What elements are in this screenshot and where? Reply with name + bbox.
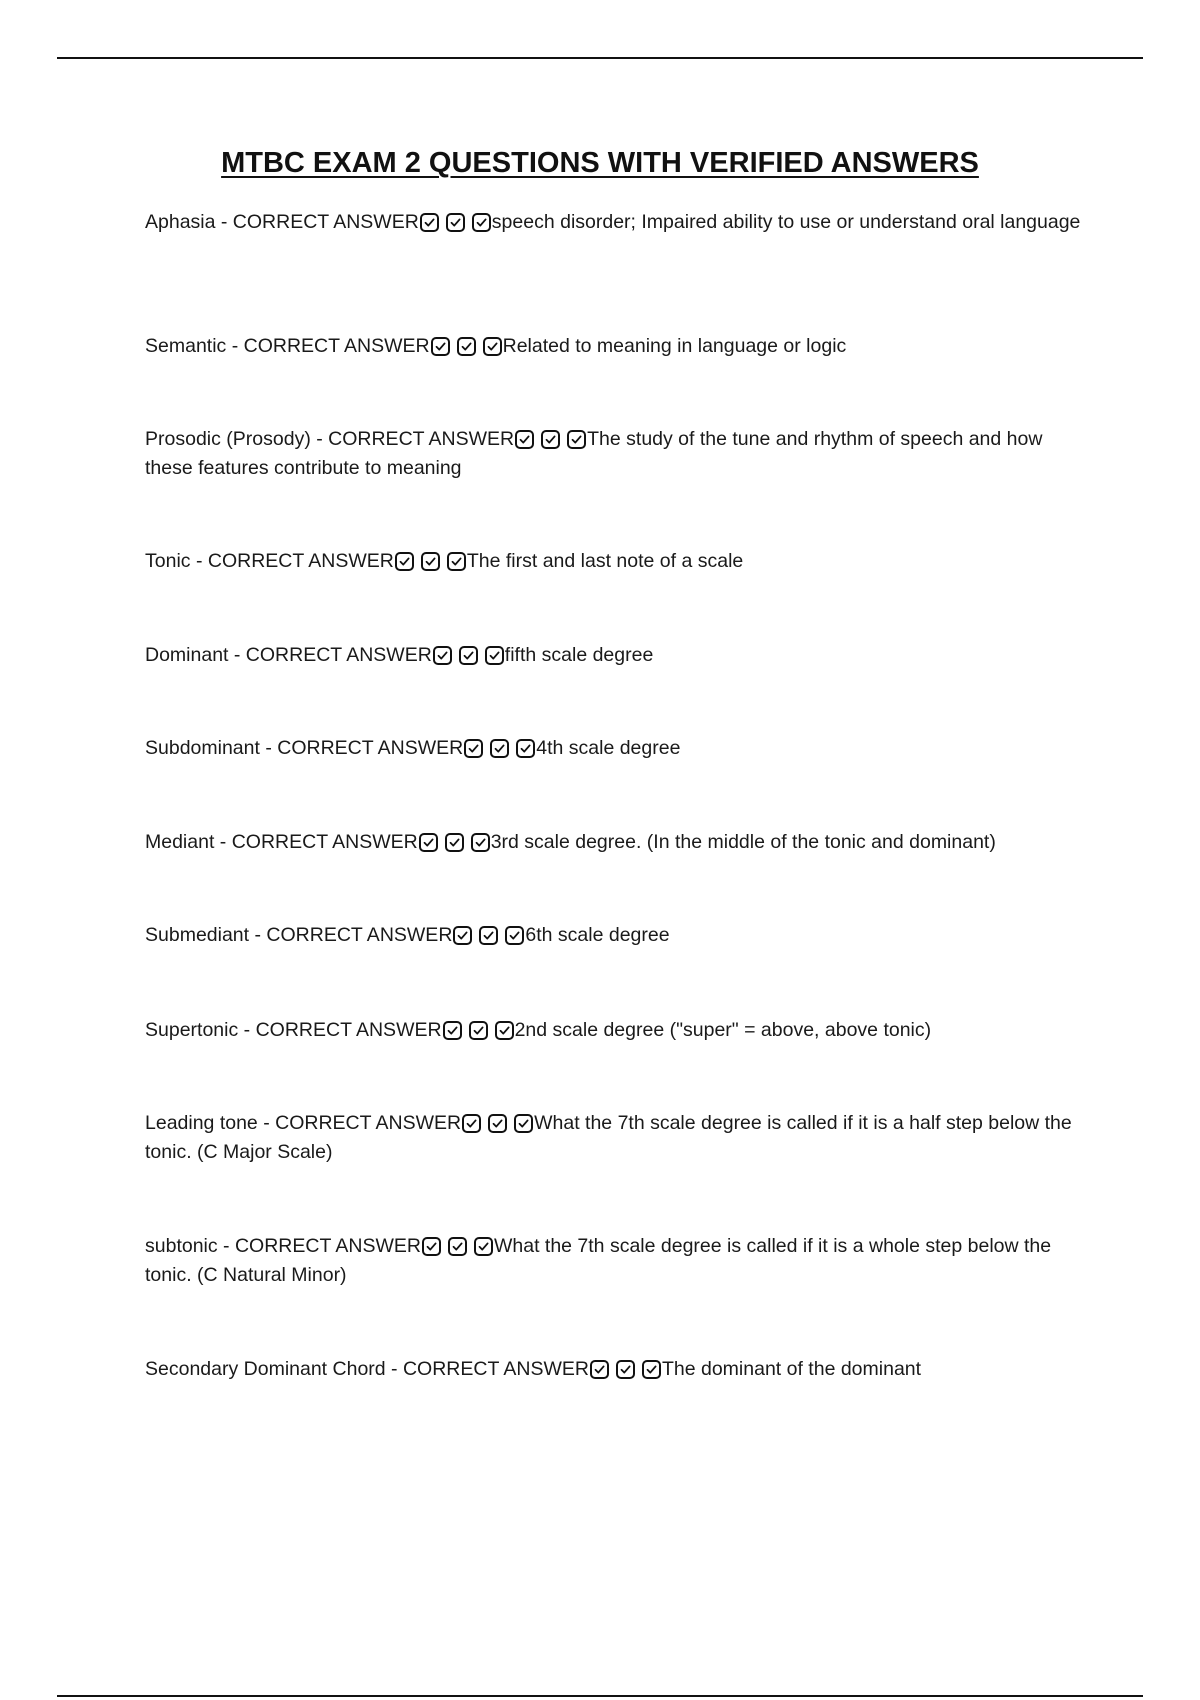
checkbox-checked-icon — [422, 1237, 441, 1256]
checkbox-checked-icon — [446, 213, 465, 232]
header-rule — [57, 57, 1143, 59]
checkbox-checked-icon — [420, 213, 439, 232]
correct-answer-label: - CORRECT ANSWER — [214, 831, 418, 853]
qa-term: Subdominant — [145, 737, 260, 759]
checkmark-group — [464, 739, 535, 758]
qa-term: Aphasia — [145, 211, 216, 233]
checkbox-checked-icon — [471, 833, 490, 852]
checkmark-group — [433, 646, 504, 665]
checkbox-checked-icon — [474, 1237, 493, 1256]
checkbox-checked-icon — [395, 552, 414, 571]
checkbox-checked-icon — [457, 337, 476, 356]
qa-term: Secondary Dominant Chord — [145, 1358, 386, 1380]
checkbox-checked-icon — [464, 739, 483, 758]
checkbox-checked-icon — [590, 1360, 609, 1379]
qa-item — [145, 425, 1095, 483]
qa-item — [145, 332, 1095, 361]
correct-answer-label: - CORRECT ANSWER — [215, 211, 419, 233]
correct-answer-label: - CORRECT ANSWER — [385, 1358, 589, 1380]
qa-answer: Related to meaning in language or logic — [502, 335, 847, 357]
checkbox-checked-icon — [421, 552, 440, 571]
qa-answer: What the 7th scale degree is called if it is a half step below the tonic. (C Major Scale) — [145, 1112, 1072, 1163]
qa-item — [145, 1109, 1095, 1167]
checkbox-checked-icon — [642, 1360, 661, 1379]
checkbox-checked-icon — [445, 833, 464, 852]
qa-item — [145, 641, 1095, 670]
checkbox-checked-icon — [516, 739, 535, 758]
checkmark-group — [422, 1237, 493, 1256]
qa-term: Prosodic (Prosody) — [145, 428, 311, 450]
checkmark-group — [395, 552, 466, 571]
qa-answer: speech disorder; Impaired ability to use or understand oral language — [491, 211, 1081, 233]
qa-answer: 6th scale degree — [525, 924, 670, 946]
qa-item — [145, 734, 1095, 763]
qa-answer: The first and last note of a scale — [466, 550, 744, 572]
qa-item — [145, 547, 1095, 576]
checkbox-checked-icon — [431, 337, 450, 356]
checkbox-checked-icon — [505, 926, 524, 945]
correct-answer-label: - CORRECT ANSWER — [259, 737, 464, 759]
correct-answer-label: - CORRECT ANSWER — [238, 1019, 442, 1041]
qa-term: Mediant — [145, 831, 215, 853]
checkbox-checked-icon — [479, 926, 498, 945]
qa-item — [145, 828, 1095, 857]
checkmark-group — [590, 1360, 661, 1379]
checkbox-checked-icon — [469, 1021, 488, 1040]
qa-answer: The study of the tune and rhythm of speech and how these features contribute to meaning — [145, 428, 1043, 479]
checkbox-checked-icon — [419, 833, 438, 852]
correct-answer-label: - CORRECT ANSWER — [217, 1235, 421, 1257]
qa-answer: 3rd scale degree. (In the middle of the tonic and dominant) — [490, 831, 996, 853]
checkbox-checked-icon — [488, 1114, 507, 1133]
correct-answer-label: - CORRECT ANSWER — [257, 1112, 462, 1134]
qa-term: Supertonic — [145, 1019, 239, 1041]
correct-answer-label: - CORRECT ANSWER — [310, 428, 515, 450]
checkbox-checked-icon — [483, 337, 502, 356]
checkmark-group — [453, 926, 524, 945]
checkmark-group — [443, 1021, 514, 1040]
qa-term: Leading tone — [145, 1112, 258, 1134]
checkbox-checked-icon — [567, 430, 586, 449]
checkbox-checked-icon — [490, 739, 509, 758]
correct-answer-label: - CORRECT ANSWER — [190, 550, 394, 572]
correct-answer-label: - CORRECT ANSWER — [226, 335, 430, 357]
checkbox-checked-icon — [541, 430, 560, 449]
checkmark-group — [420, 213, 491, 232]
checkbox-checked-icon — [514, 1114, 533, 1133]
checkbox-checked-icon — [433, 646, 452, 665]
qa-term: Semantic — [145, 335, 227, 357]
checkbox-checked-icon — [447, 552, 466, 571]
checkbox-checked-icon — [616, 1360, 635, 1379]
checkbox-checked-icon — [462, 1114, 481, 1133]
checkbox-checked-icon — [515, 430, 534, 449]
checkmark-group — [462, 1114, 533, 1133]
qa-term: Dominant — [145, 644, 229, 666]
qa-item — [145, 1355, 1095, 1384]
checkbox-checked-icon — [472, 213, 491, 232]
checkbox-checked-icon — [443, 1021, 462, 1040]
qa-answer: 2nd scale degree ("super" = above, above tonic) — [514, 1019, 932, 1041]
qa-answer: 4th scale degree — [536, 737, 681, 759]
correct-answer-label: - CORRECT ANSWER — [249, 924, 453, 946]
qa-term: Tonic — [145, 550, 191, 572]
qa-answer: The dominant of the dominant — [661, 1358, 922, 1380]
qa-term: Submediant — [145, 924, 250, 946]
qa-item — [145, 208, 1095, 237]
checkbox-checked-icon — [485, 646, 504, 665]
checkbox-checked-icon — [459, 646, 478, 665]
correct-answer-label: - CORRECT ANSWER — [228, 644, 432, 666]
checkbox-checked-icon — [448, 1237, 467, 1256]
document-title: MTBC EXAM 2 QUESTIONS WITH VERIFIED ANSWERS — [221, 147, 979, 179]
checkbox-checked-icon — [453, 926, 472, 945]
qa-answer: What the 7th scale degree is called if it is a whole step below the tonic. (C Natural Minor) — [145, 1235, 1052, 1286]
checkmark-group — [515, 430, 586, 449]
checkbox-checked-icon — [495, 1021, 514, 1040]
checkmark-group — [431, 337, 502, 356]
footer-rule — [57, 1695, 1143, 1697]
checkmark-group — [419, 833, 490, 852]
qa-term: subtonic — [145, 1235, 218, 1257]
qa-answer: fifth scale degree — [504, 644, 654, 666]
qa-item — [145, 921, 1095, 950]
qa-item — [145, 1232, 1095, 1290]
qa-item — [145, 1016, 1095, 1045]
